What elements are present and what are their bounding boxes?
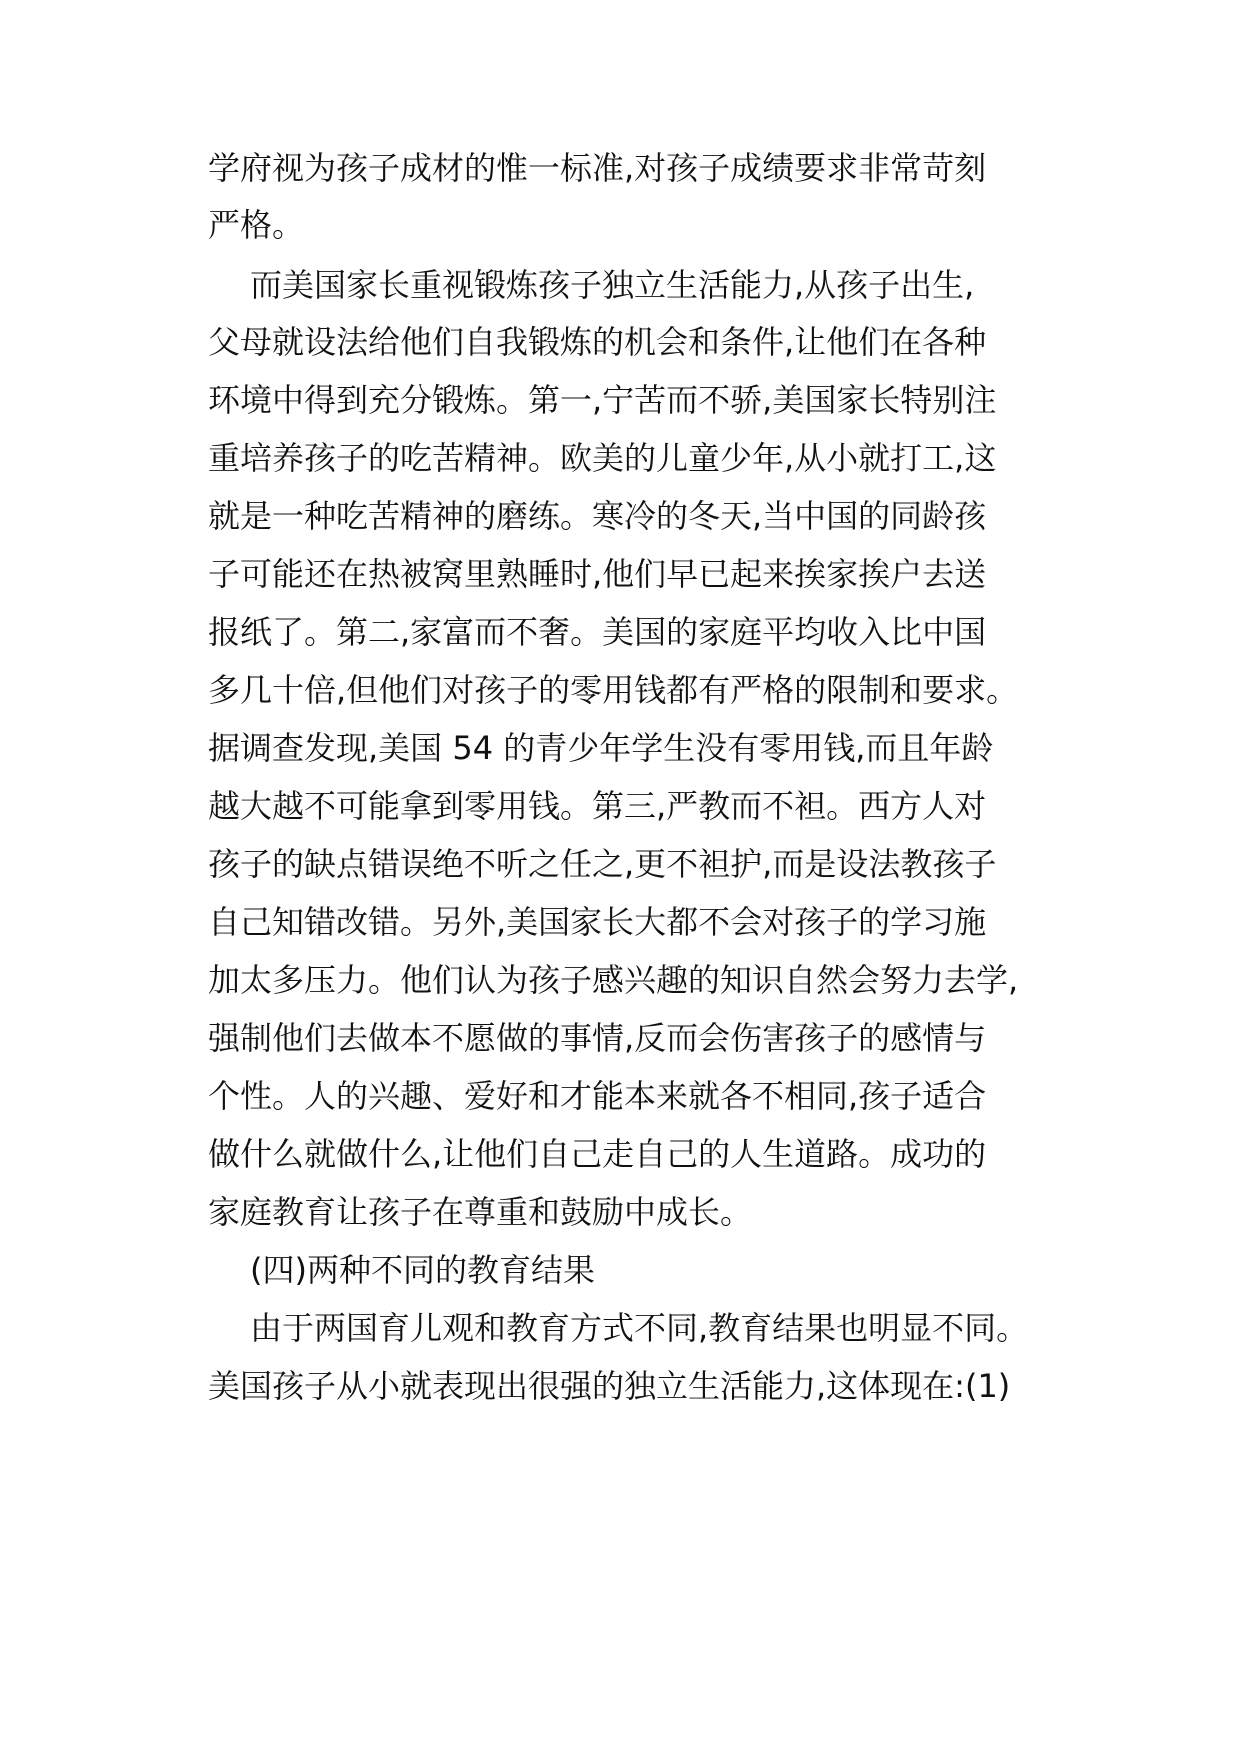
section-heading: (四)两种不同的教育结果 xyxy=(250,1251,595,1289)
text-line: 子可能还在热被窝里熟睡时,他们早已起来挨家挨户去送 xyxy=(208,555,987,593)
text-line: 重培养孩子的吃苦精神。欧美的儿童少年,从小就打工,这 xyxy=(208,439,997,477)
text-line: 家庭教育让孩子在尊重和鼓励中成长。 xyxy=(208,1193,753,1231)
text-line: 自己知错改错。另外,美国家长大都不会对孩子的学习施 xyxy=(208,903,987,941)
text-line: 据调查发现,美国 54 的青少年学生没有零用钱,而且年龄 xyxy=(208,729,994,767)
text-line: 环境中得到充分锻炼。第一,宁苦而不骄,美国家长特别注 xyxy=(208,381,997,419)
paragraph-first-line: 由于两国育儿观和教育方式不同,教育结果也明显不同。 xyxy=(250,1309,1029,1347)
text-line: 父母就设法给他们自我锻炼的机会和条件,让他们在各种 xyxy=(208,323,987,361)
text-line: 加太多压力。他们认为孩子感兴趣的知识自然会努力去学, xyxy=(208,961,1019,999)
text-line: 严格。 xyxy=(208,206,305,244)
paragraph-first-line: 而美国家长重视锻炼孩子独立生活能力,从孩子出生, xyxy=(250,266,975,304)
text-line: 就是一种吃苦精神的磨练。寒冷的冬天,当中国的同龄孩 xyxy=(208,497,987,535)
text-line: 多几十倍,但他们对孩子的零用钱都有严格的限制和要求。 xyxy=(208,671,1019,709)
text-line: 越大越不可能拿到零用钱。第三,严教而不袒。西方人对 xyxy=(208,787,987,825)
text-line: 报纸了。第二,家富而不奢。美国的家庭平均收入比中国 xyxy=(208,613,987,651)
text-line: 美国孩子从小就表现出很强的独立生活能力,这体现在:(1) xyxy=(208,1367,1011,1405)
text-line: 个性。人的兴趣、爱好和才能本来就各不相同,孩子适合 xyxy=(208,1077,987,1115)
text-line: 强制他们去做本不愿做的事情,反而会伤害孩子的感情与 xyxy=(208,1019,987,1057)
text-line: 学府视为孩子成材的惟一标准,对孩子成绩要求非常苛刻 xyxy=(208,149,987,187)
text-line: 孩子的缺点错误绝不听之任之,更不袒护,而是设法教孩子 xyxy=(208,845,997,883)
text-line: 做什么就做什么,让他们自己走自己的人生道路。成功的 xyxy=(208,1135,987,1173)
